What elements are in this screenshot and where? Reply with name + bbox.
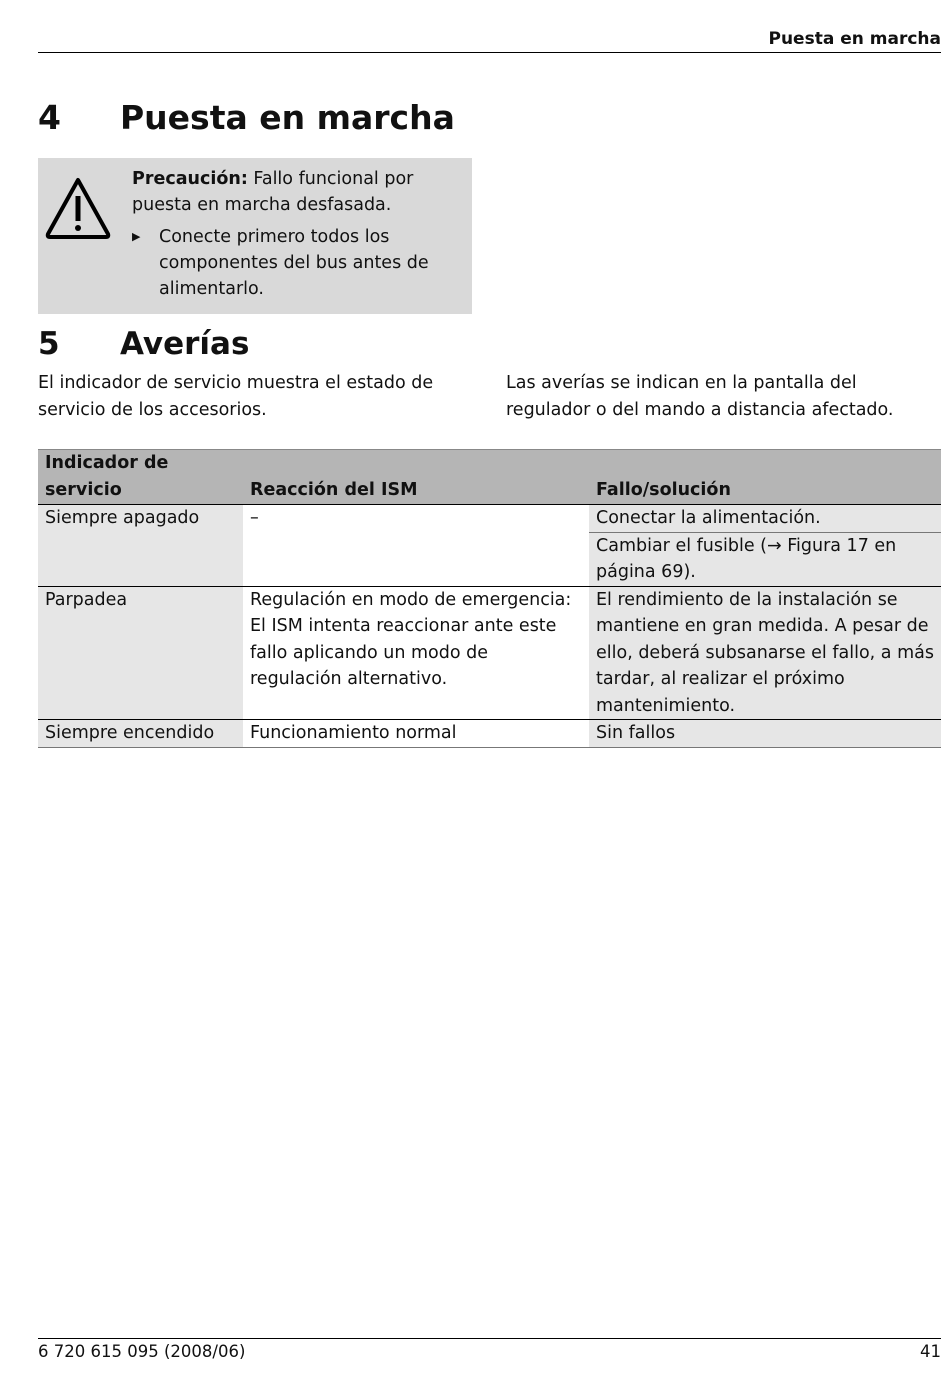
reaction-cell: – xyxy=(243,505,589,587)
section-5-heading xyxy=(38,324,538,364)
service-indicator-table xyxy=(38,449,941,748)
caution-message: Fallo funcional por puesta en marcha desfasada. xyxy=(132,169,414,215)
indicator-cell: Siempre apagado xyxy=(38,505,243,587)
table-row xyxy=(38,720,941,748)
intro-paragraph-right: Las averías se indican en la pantalla del regulador o del mando a distancia afectado. xyxy=(506,373,894,420)
section-5-number: 5 xyxy=(38,326,60,362)
reaction-cell: Regulación en modo de emergencia: El ISM intenta reaccionar ante este fallo aplicando un modo de regulación alternativo. xyxy=(243,586,589,720)
page-footer xyxy=(38,1338,941,1369)
caution-text xyxy=(132,166,462,218)
step-arrow-icon: ▶ xyxy=(132,230,141,243)
running-header xyxy=(38,28,941,53)
indicator-cell: Siempre encendido xyxy=(38,720,243,748)
solution-cell: Conectar la alimentación. xyxy=(589,505,941,533)
solution-cell: Cambiar el fusible (→ Figura 17 en página 69). xyxy=(589,532,941,586)
caution-step-text: Conecte primero todos los componentes del bus antes de alimentarlo. xyxy=(159,227,429,299)
reaction-cell: Funcionamiento normal xyxy=(243,720,589,748)
section-4-number: 4 xyxy=(38,98,61,137)
indicator-cell: Parpadea xyxy=(38,586,243,720)
solution-cell: El rendimiento de la instalación se mantiene en gran medida. A pesar de ello, deberá subsanarse el fallo, a más tardar, al realizar el próximo mantenimiento. xyxy=(589,586,941,720)
section-4-heading xyxy=(38,98,538,138)
page-number: 41 xyxy=(920,1342,941,1361)
intro-paragraph-left: El indicador de servicio muestra el estado de servicio de los accesorios. xyxy=(38,373,434,420)
table-row xyxy=(38,505,941,533)
solution-cell: Sin fallos xyxy=(589,720,941,748)
caution-label: Precaución: xyxy=(132,169,248,189)
warning-triangle-icon xyxy=(44,174,112,242)
section-4-title: Puesta en marcha xyxy=(120,98,455,137)
header-indicator: Indicador de servicio xyxy=(38,450,243,505)
caution-step xyxy=(132,224,462,302)
section-5-title: Averías xyxy=(120,326,250,362)
document-number: 6 720 615 095 (2008/06) xyxy=(38,1342,246,1361)
caution-box xyxy=(38,158,472,314)
table-row xyxy=(38,586,941,720)
table-header-row xyxy=(38,450,941,505)
header-reaction: Reacción del ISM xyxy=(243,450,589,505)
running-header-title: Puesta en marcha xyxy=(768,29,941,49)
header-solution: Fallo/solución xyxy=(589,450,941,505)
